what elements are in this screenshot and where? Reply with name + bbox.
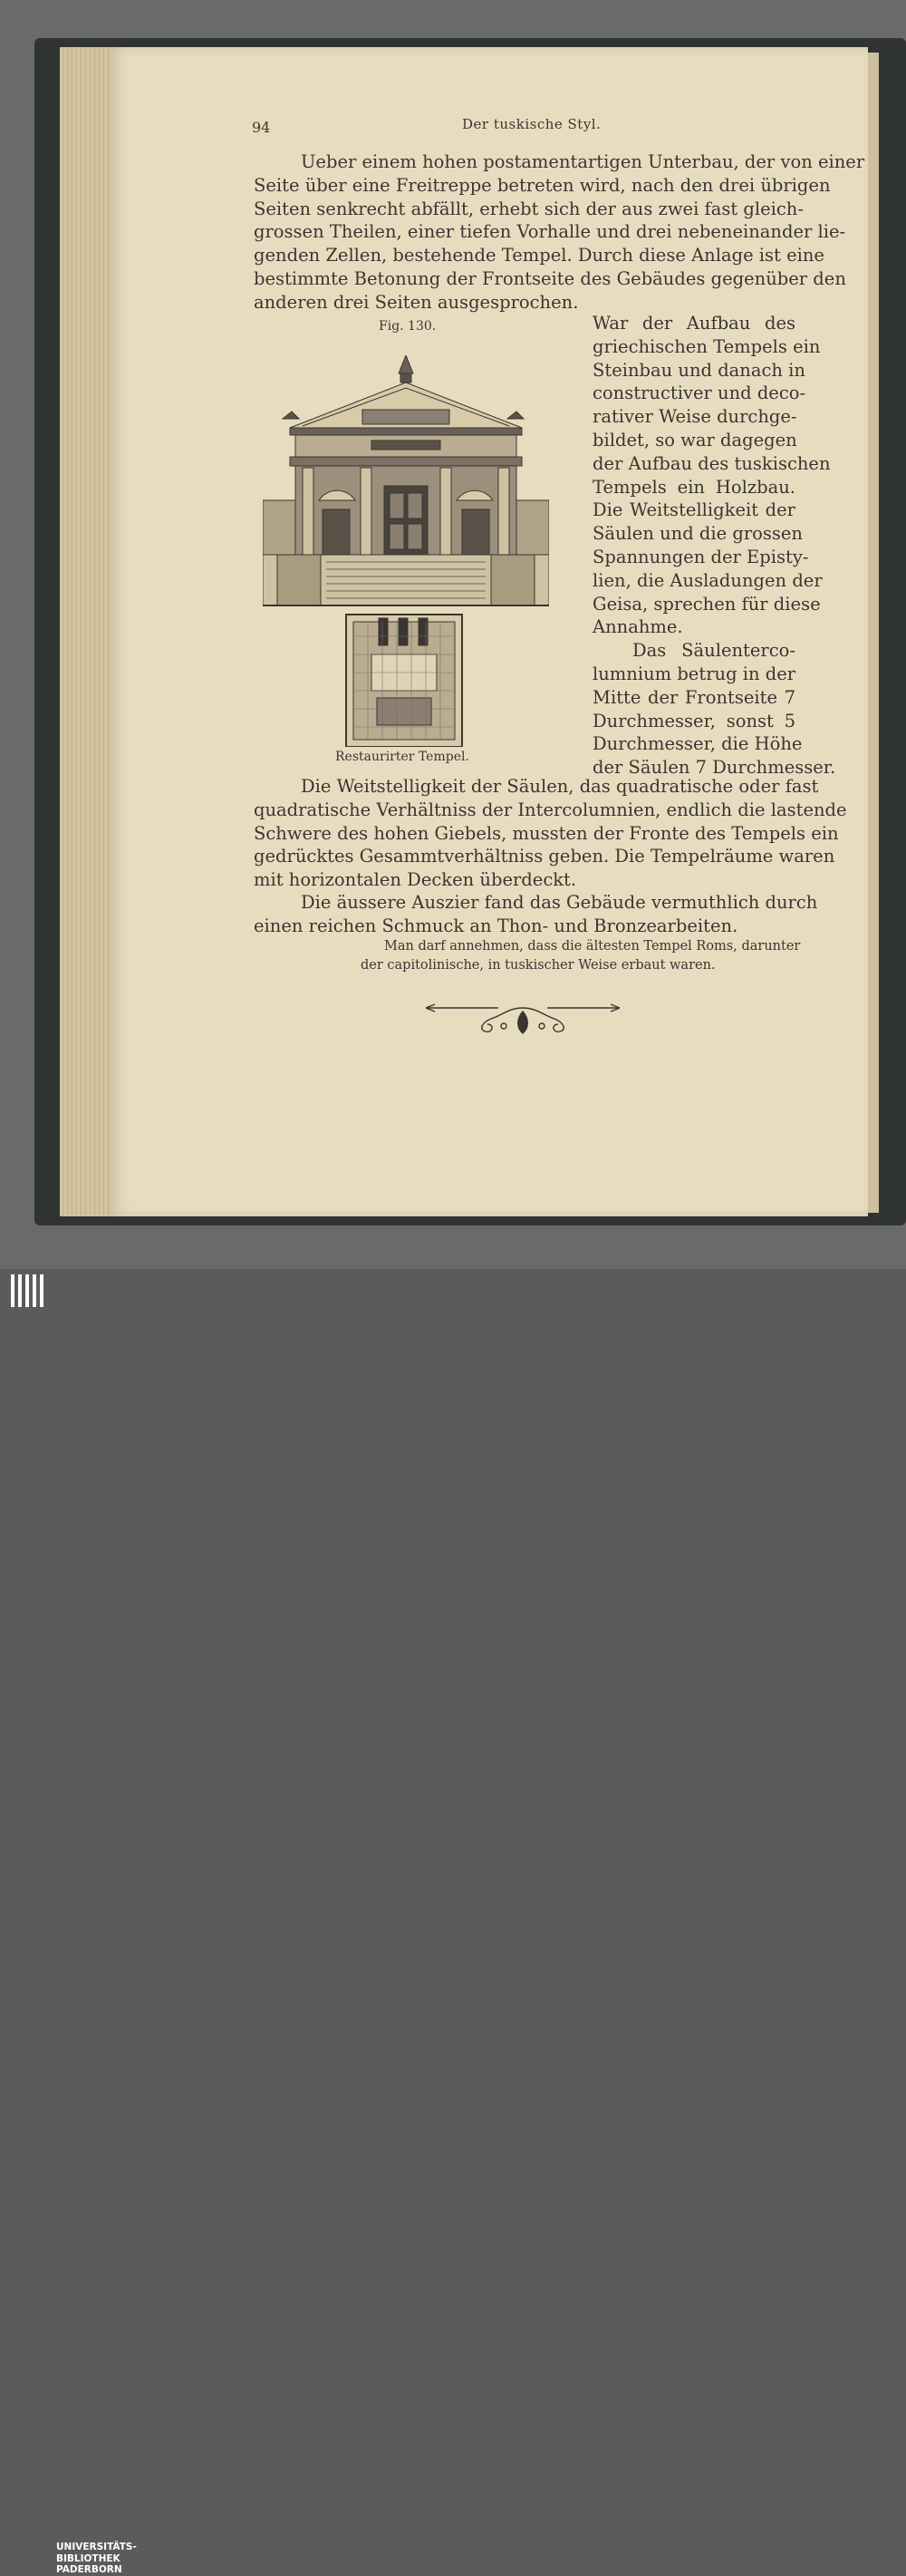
temple-figure xyxy=(263,355,549,747)
text-line: bildet, so war dagegen xyxy=(593,429,797,450)
text-line: Steinbau und danach in xyxy=(593,359,805,381)
library-name-line: BIBLIOTHEK xyxy=(56,2552,120,2564)
text-line: quadratische Verhältniss der Intercolumnien, endlich die lastende xyxy=(254,799,847,820)
library-footer xyxy=(0,1269,906,2575)
text-line: Tempels ein Holzbau. xyxy=(593,476,795,498)
text-line: Durchmesser, die Höhe xyxy=(593,733,803,755)
next-page-edge xyxy=(866,53,879,1213)
figure-caption: Restaurirter Tempel. xyxy=(335,750,469,764)
paragraph-1 xyxy=(254,150,865,315)
text-line: Die Weitstelligkeit der Säulen, das quadratische oder fast xyxy=(301,776,819,797)
text-line: anderen drei Seiten ausgesprochen. xyxy=(254,291,579,313)
paragraph-4 xyxy=(254,891,818,938)
page-edges xyxy=(60,47,114,1216)
text-line: rativer Weise durchge- xyxy=(593,406,797,428)
text-line: mit horizontalen Decken überdeckt. xyxy=(254,869,577,891)
text-line: Säulen und die grossen xyxy=(593,523,803,545)
text-line: Annahme. xyxy=(593,616,683,638)
library-name-line: PADERBORN xyxy=(56,2564,122,2575)
figure-label: Fig. 130. xyxy=(379,319,437,334)
text-line: bestimmte Betonung der Frontseite des Gebäudes gegenüber den xyxy=(254,267,846,289)
library-name xyxy=(56,2542,137,2576)
text-line: War der Aufbau des xyxy=(593,313,795,334)
footnote-line: Man darf annehmen, dass die ältesten Tempel Roms, darunter xyxy=(384,939,801,954)
text-line: constructiver und deco- xyxy=(593,383,806,404)
running-title: Der tuskische Styl. xyxy=(462,116,602,132)
text-line: Ueber einem hohen postamentartigen Unterbau, der von einer xyxy=(301,151,865,172)
text-line: Seite über eine Freitreppe betreten wird, nach den drei übrigen xyxy=(254,174,831,196)
side-column xyxy=(593,312,836,780)
text-line: Die äussere Auszier fand das Gebäude vermuthlich durch xyxy=(301,892,818,913)
text-line: Spannungen der Episty- xyxy=(593,546,809,567)
text-line: Das Säulenterco- xyxy=(632,640,795,662)
library-logo-icon xyxy=(9,1273,49,1309)
text-line: lumnium betrug in der xyxy=(593,663,796,684)
text-line: gedrücktes Gesammtverhältniss geben. Die Tempelräume waren xyxy=(254,846,835,867)
text-line: Seiten senkrecht abfällt, erhebt sich der aus zwei fast gleich- xyxy=(254,198,804,219)
text-line: Geisa, sprechen für diese xyxy=(593,593,821,615)
paragraph-3 xyxy=(254,775,847,892)
text-line: Durchmesser, sonst 5 xyxy=(593,710,795,731)
footnote-line: der capitolinische, in tuskischer Weise erbaut waren. xyxy=(361,958,716,973)
text-line: lien, die Ausladungen der xyxy=(593,569,823,591)
text-line: einen reichen Schmuck an Thon- und Bronzearbeiten. xyxy=(254,915,738,936)
text-line: griechischen Tempels ein xyxy=(593,335,821,357)
library-name-line: UNIVERSITÄTS- xyxy=(56,2542,137,2552)
text-line: Die Weitstelligkeit der xyxy=(593,499,795,521)
text-line: der Säulen 7 Durchmesser. xyxy=(593,757,836,779)
decorative-ornament xyxy=(426,999,620,1039)
text-line: der Aufbau des tuskischen xyxy=(593,452,831,474)
text-line: Schwere des hohen Giebels, mussten der Fronte des Tempels ein xyxy=(254,822,839,844)
text-line: Mitte der Frontseite 7 xyxy=(593,686,795,708)
page-number: 94 xyxy=(252,119,271,136)
text-line: grossen Theilen, einer tiefen Vorhalle und drei nebeneinander lie- xyxy=(254,221,846,243)
text-line: genden Zellen, bestehende Tempel. Durch diese Anlage ist eine xyxy=(254,245,824,266)
